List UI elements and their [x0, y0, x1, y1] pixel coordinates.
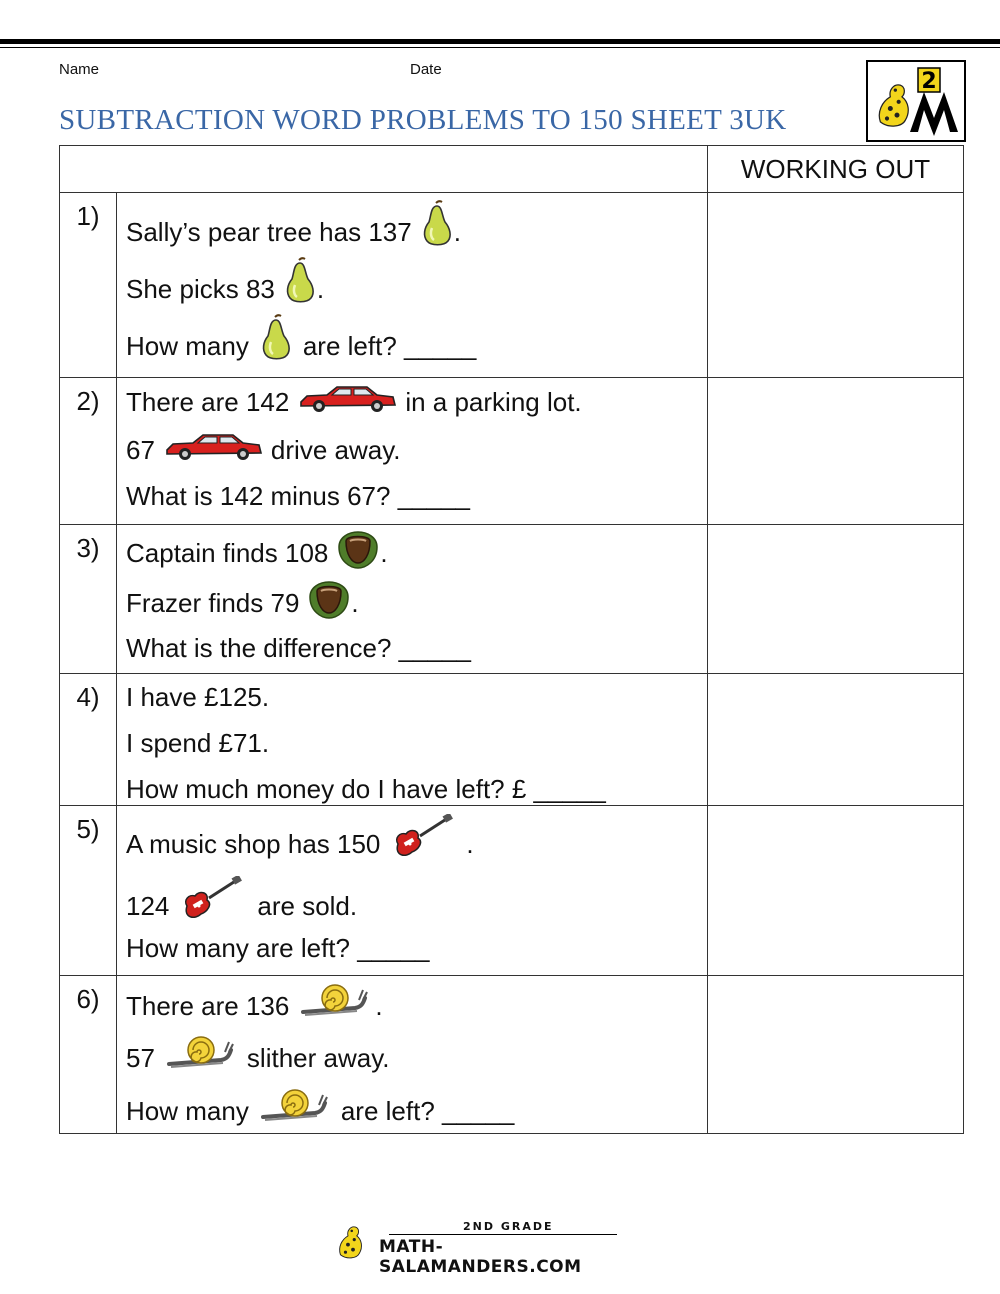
pear-icon — [283, 257, 317, 305]
question-line: How many — [126, 1096, 249, 1126]
working-out-cell[interactable] — [708, 193, 964, 378]
conker-icon — [336, 531, 380, 569]
question-row — [60, 806, 964, 976]
working-out-header: WORKING OUT — [708, 146, 964, 193]
question-line: A music shop has 150 — [126, 829, 381, 859]
top-rule-thick — [0, 39, 1000, 44]
guitar-icon — [392, 814, 454, 860]
footer-logo — [333, 1217, 623, 1277]
question-line: 67 — [126, 435, 155, 465]
question-number: 4) — [60, 674, 117, 806]
top-rule-thin — [0, 47, 1000, 48]
question-row — [60, 193, 964, 378]
question-line: . — [466, 829, 474, 859]
footer-divider — [389, 1234, 617, 1235]
logo-number: 2 — [921, 69, 937, 94]
header-blank-cell — [60, 146, 708, 193]
question-line: . — [316, 274, 325, 304]
question-number: 1) — [60, 193, 117, 378]
question-line: . — [375, 991, 383, 1021]
question-text — [117, 674, 708, 806]
question-row — [60, 378, 964, 525]
question-line: There are 142 — [126, 387, 290, 417]
page-title: SUBTRACTION WORD PROBLEMS TO 150 SHEET 3UK — [59, 104, 787, 136]
car-icon — [297, 384, 397, 414]
pear-icon — [259, 314, 293, 362]
question-line: Frazer finds 79 — [126, 588, 300, 618]
question-number: 6) — [60, 976, 117, 1134]
working-out-cell[interactable] — [708, 378, 964, 525]
working-out-cell[interactable] — [708, 674, 964, 806]
question-line: How many — [126, 331, 249, 361]
worksheet-table — [59, 145, 964, 1134]
car-icon — [163, 432, 263, 462]
snail-icon — [299, 982, 369, 1018]
question-line: are sold. — [257, 891, 358, 921]
question-line: in a parking lot. — [405, 387, 582, 417]
question-line: . — [351, 588, 359, 618]
question-line: What is 142 minus 67? _____ — [126, 481, 470, 511]
working-out-cell[interactable] — [708, 525, 964, 674]
question-line: . — [453, 217, 461, 247]
question-line: . — [380, 538, 388, 568]
question-line: I have £125. — [126, 682, 270, 712]
snail-icon — [165, 1034, 235, 1070]
date-label: Date — [410, 61, 442, 78]
working-out-cell[interactable] — [708, 976, 964, 1134]
question-row — [60, 674, 964, 806]
question-number: 5) — [60, 806, 117, 976]
working-out-cell[interactable] — [708, 806, 964, 976]
question-line: Sally’s pear tree has 137 — [126, 217, 412, 247]
pear-icon — [420, 200, 454, 248]
question-text — [117, 193, 708, 378]
question-line: drive away. — [270, 435, 401, 465]
question-text — [117, 525, 708, 674]
question-text — [117, 806, 708, 976]
question-line: 57 — [126, 1043, 155, 1073]
question-row — [60, 525, 964, 674]
header-row — [60, 146, 964, 193]
salamander-logo-icon — [866, 60, 966, 142]
question-line: Captain finds 108 — [126, 538, 329, 568]
question-number: 2) — [60, 378, 117, 525]
salamander-logo-icon — [333, 1217, 377, 1261]
question-text — [117, 976, 708, 1134]
question-line: I spend £71. — [126, 728, 270, 758]
question-line: 124 — [126, 891, 170, 921]
question-number: 3) — [60, 525, 117, 674]
guitar-icon — [181, 876, 243, 922]
snail-icon — [259, 1087, 329, 1123]
question-line: are left? _____ — [302, 331, 477, 361]
question-line: She picks 83 — [126, 274, 275, 304]
question-text — [117, 378, 708, 525]
question-line: How much money do I have left? £ _____ — [126, 774, 606, 804]
question-line: slither away. — [246, 1043, 390, 1073]
question-line: There are 136 — [126, 991, 290, 1021]
question-line: How many are left? _____ — [126, 933, 430, 963]
question-line: What is the difference? _____ — [126, 633, 471, 663]
name-label: Name — [59, 61, 100, 78]
footer-grade: 2ND GRADE — [463, 1220, 554, 1233]
conker-icon — [307, 581, 351, 619]
question-row — [60, 976, 964, 1134]
question-line: are left? _____ — [340, 1096, 515, 1126]
footer-site: MATH-SALAMANDERS.COM — [379, 1237, 582, 1277]
